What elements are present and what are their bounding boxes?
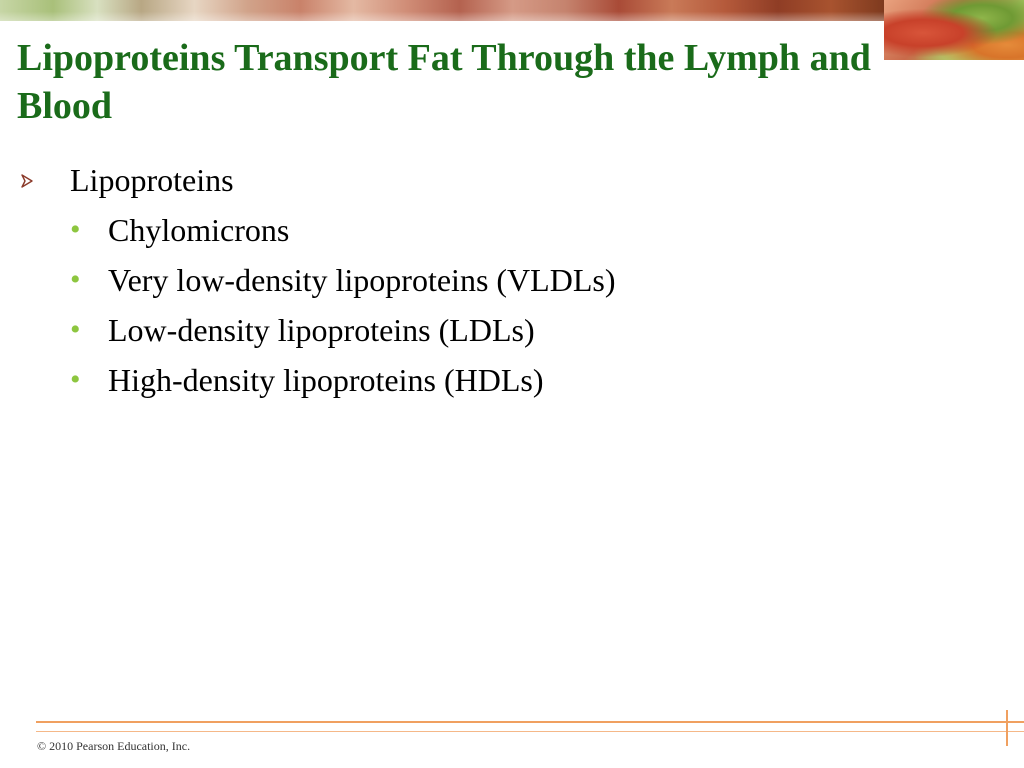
slide-title: Lipoproteins Transport Fat Through the Lymph and Blood	[17, 37, 871, 127]
bullet-item	[0, 156, 1000, 206]
sub-bullet-item	[0, 356, 1000, 406]
copyright-footer: © 2010 Pearson Education, Inc.	[37, 739, 191, 753]
dot-bullet-icon: •	[70, 263, 81, 296]
sub-bullet-label: Low-density lipoproteins (LDLs)	[108, 312, 535, 348]
dot-bullet-icon: •	[70, 313, 81, 346]
dot-bullet-icon: •	[70, 363, 81, 396]
bullet-list	[0, 156, 1000, 406]
sub-bullet-item	[0, 306, 1000, 356]
footer-rule-tick	[1006, 710, 1008, 746]
dot-bullet-icon: •	[70, 213, 81, 246]
header-banner-fade	[0, 0, 884, 21]
sub-bullet-item	[0, 206, 1000, 256]
sub-bullet-item	[0, 256, 1000, 306]
sub-bullet-label: High-density lipoproteins (HDLs)	[108, 362, 544, 398]
footer-rule-thin	[36, 731, 1024, 732]
arrowhead-bullet-icon	[20, 174, 34, 188]
bullet-label: Lipoproteins	[70, 162, 234, 198]
footer-rule	[36, 721, 1024, 723]
sub-bullet-label: Chylomicrons	[108, 212, 290, 248]
corner-vegetable-photo	[884, 0, 1024, 60]
sub-bullet-label: Very low-density lipoproteins (VLDLs)	[108, 262, 616, 298]
